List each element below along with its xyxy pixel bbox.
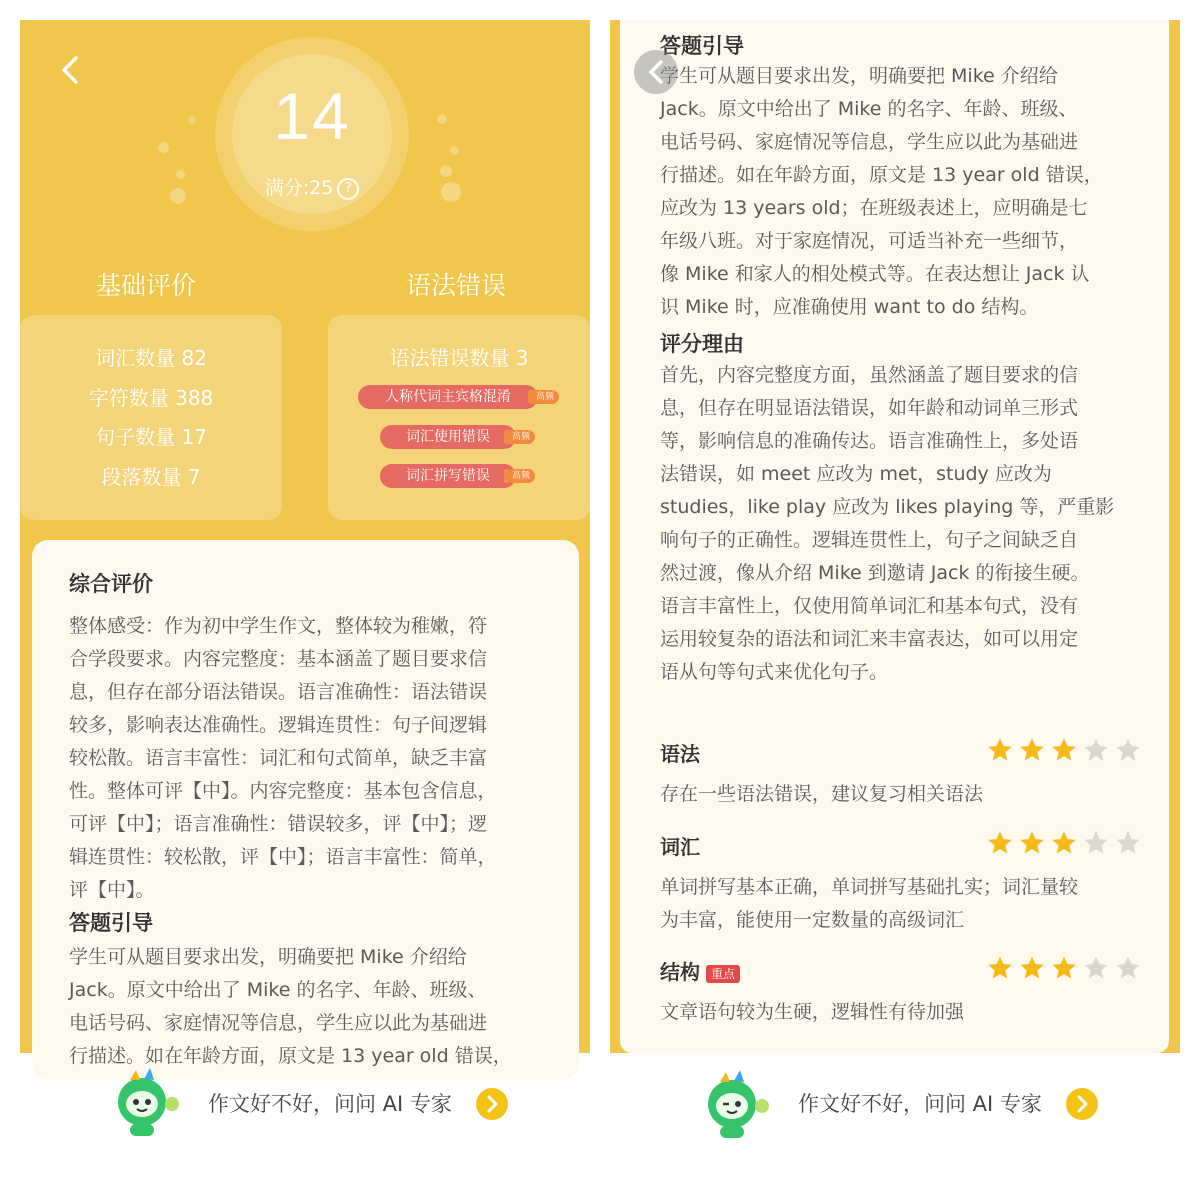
text-line: 整体感受：作为初中学生作文，整体较为稚嫩，符 — [69, 615, 488, 637]
text-line: Jack。原文中给出了 Mike 的名字、年龄、班级、 — [660, 98, 1078, 120]
text-line: 然过渡，像从介绍 Mike 到邀请 Jack 的衔接生硬。 — [660, 562, 1090, 584]
decor-dot — [441, 182, 461, 202]
star-icon — [1114, 736, 1142, 764]
stat-paragraph-count: 段落数量 7 — [101, 465, 201, 489]
mascot-icon — [700, 1064, 780, 1144]
text-line: 行描述。如在年龄方面，原文是 13 year old 错误， — [660, 164, 1103, 186]
rating-desc-structure: 文章语句较为生硬，逻辑性有待加强 — [660, 1001, 965, 1023]
help-circle-icon[interactable]: ? — [337, 178, 359, 200]
guide-title: 答题引导 — [660, 34, 744, 58]
text-line: 像 Mike 和家人的相处模式等。在表达想让 Jack 认 — [660, 263, 1090, 285]
high-frequency-badge: 高频 — [504, 469, 535, 483]
high-frequency-badge: 高频 — [504, 430, 535, 444]
stars-structure — [986, 954, 1146, 982]
back-chevron-icon[interactable] — [50, 50, 90, 90]
text-line: 运用较复杂的语法和词汇来丰富表达，如可以用定 — [660, 628, 1079, 650]
stars-vocabulary — [986, 829, 1146, 857]
text-line: 息，但存在明显语法错误，如年龄和动词单三形式 — [660, 397, 1079, 419]
text-line: 评【中】。 — [69, 879, 155, 901]
text-line: 法错误，如 meet 应改为 met，study 应改为 — [660, 463, 1052, 485]
overall-evaluation-card — [32, 540, 579, 1080]
ai-expert-bar[interactable] — [700, 1060, 1120, 1150]
grammar-error-count: 语法错误数量 3 — [389, 346, 529, 370]
full-score-text: 满分:25 — [264, 177, 334, 199]
mascot-icon — [110, 1062, 190, 1142]
text-line: 电话号码、家庭情况等信息，学生应以此为基础进 — [660, 131, 1079, 153]
text-line: 语言丰富性上，仅使用简单词汇和基本句式，没有 — [660, 595, 1079, 617]
text-line: 学生可从题目要求出发，明确要把 Mike 介绍给 — [69, 946, 467, 968]
grammar-errors-card — [328, 315, 590, 520]
error-tag[interactable]: 词汇使用错误 — [380, 425, 516, 449]
arrow-right-circle-icon[interactable] — [476, 1088, 508, 1120]
ai-expert-prompt: 作文好不好，问问 AI 专家 — [208, 1092, 452, 1116]
ai-expert-bar[interactable] — [110, 1060, 530, 1150]
rating-label-vocabulary: 词汇 — [660, 835, 700, 859]
guide-text — [660, 60, 1140, 324]
text-line: 年级八班。对于家庭情况，可适当补充一些细节， — [660, 230, 1079, 252]
detail-card — [620, 20, 1169, 1053]
star-icon — [1114, 954, 1142, 982]
star-icon — [986, 954, 1014, 982]
guide-title: 答题引导 — [69, 911, 153, 935]
text-line: 辑连贯性：较松散，评【中】；语言丰富性：简单， — [69, 846, 497, 868]
back-chevron-icon[interactable] — [634, 50, 678, 94]
decor-dot — [437, 114, 447, 124]
decor-dot — [440, 165, 452, 177]
stat-sentence-count: 句子数量 17 — [95, 425, 207, 449]
arrow-right-circle-icon[interactable] — [1066, 1088, 1098, 1120]
star-icon — [1082, 829, 1110, 857]
overall-title: 综合评价 — [69, 572, 153, 596]
star-icon — [1050, 736, 1078, 764]
text-line: studies，like play 应改为 likes playing 等，严重影 — [660, 496, 1115, 518]
error-tag[interactable]: 词汇拼写错误 — [380, 464, 516, 488]
high-frequency-badge: 高频 — [528, 390, 559, 404]
text-line: 性。整体可评【中】。内容完整度：基本包含信息， — [69, 780, 497, 802]
star-icon — [1114, 829, 1142, 857]
score-value: 14 — [273, 79, 351, 153]
star-icon — [1050, 829, 1078, 857]
star-icon — [1050, 954, 1078, 982]
guide-text — [69, 941, 549, 1073]
full-score-label — [232, 173, 392, 200]
grammar-error-title: 语法错误 — [406, 271, 507, 300]
star-icon — [1018, 954, 1046, 982]
stat-word-count: 词汇数量 82 — [95, 346, 207, 370]
ai-expert-prompt: 作文好不好，问问 AI 专家 — [798, 1092, 1042, 1116]
text-line: 单词拼写基本正确，单词拼写基础扎实；词汇量较 — [660, 876, 1079, 898]
star-icon — [1082, 736, 1110, 764]
decor-dot — [188, 116, 196, 124]
stat-char-count: 字符数量 388 — [88, 386, 214, 410]
text-line: 识 Mike 时，应准确使用 want to do 结构。 — [660, 296, 1039, 318]
text-line: 等，影响信息的准确传达。语言准确性上，多处语 — [660, 430, 1079, 452]
report-detail-panel — [610, 20, 1180, 1053]
error-tag[interactable]: 人称代词主宾格混淆 — [358, 385, 538, 409]
basic-eval-title: 基础评价 — [96, 271, 197, 300]
star-icon — [1082, 954, 1110, 982]
reason-text — [660, 359, 1140, 689]
text-line: 电话号码、家庭情况等信息，学生应以此为基础进 — [69, 1012, 488, 1034]
key-point-badge: 重点 — [706, 965, 740, 983]
reason-title: 评分理由 — [660, 332, 744, 356]
rating-label-grammar: 语法 — [660, 742, 700, 766]
text-line: 息，但存在部分语法错误。语言准确性：语法错误 — [69, 681, 488, 703]
basic-stats-card — [20, 315, 282, 520]
star-icon — [1018, 736, 1046, 764]
decor-dot — [176, 170, 185, 179]
decor-dot — [158, 142, 169, 153]
decor-dot — [450, 146, 459, 155]
stars-grammar — [986, 736, 1146, 764]
rating-desc-vocabulary — [660, 871, 1078, 937]
star-icon — [1018, 829, 1046, 857]
text-line: 学生可从题目要求出发，明确要把 Mike 介绍给 — [660, 65, 1058, 87]
text-line: 较多，影响表达准确性。逻辑连贯性：句子间逻辑 — [69, 714, 488, 736]
text-line: 响句子的正确性。逻辑连贯性上，句子之间缺乏自 — [660, 529, 1079, 551]
overall-text — [69, 610, 549, 907]
text-line: 首先，内容完整度方面，虽然涵盖了题目要求的信 — [660, 364, 1079, 386]
report-summary-panel — [20, 20, 590, 1067]
text-line: 可评【中】；语言准确性：错误较多，评【中】；逻 — [69, 813, 488, 835]
text-line: 语从句等句式来优化句子。 — [660, 661, 889, 683]
text-line: 较松散。语言丰富性：词汇和句式简单，缺乏丰富 — [69, 747, 488, 769]
text-line: 行描述。如在年龄方面，原文是 13 year old 错误， — [69, 1045, 512, 1067]
rating-label-structure — [660, 956, 740, 985]
star-icon — [986, 736, 1014, 764]
text-line: 应改为 13 years old；在班级表述上，应明确是七 — [660, 197, 1088, 219]
rating-label-text: 结构 — [660, 960, 700, 984]
text-line: 为丰富，能使用一定数量的高级词汇 — [660, 909, 965, 931]
text-line: 合学段要求。内容完整度：基本涵盖了题目要求信 — [69, 648, 488, 670]
star-icon — [986, 829, 1014, 857]
decor-dot — [170, 188, 186, 204]
text-line: Jack。原文中给出了 Mike 的名字、年龄、班级、 — [69, 979, 487, 1001]
rating-desc-grammar: 存在一些语法错误，建议复习相关语法 — [660, 783, 984, 805]
